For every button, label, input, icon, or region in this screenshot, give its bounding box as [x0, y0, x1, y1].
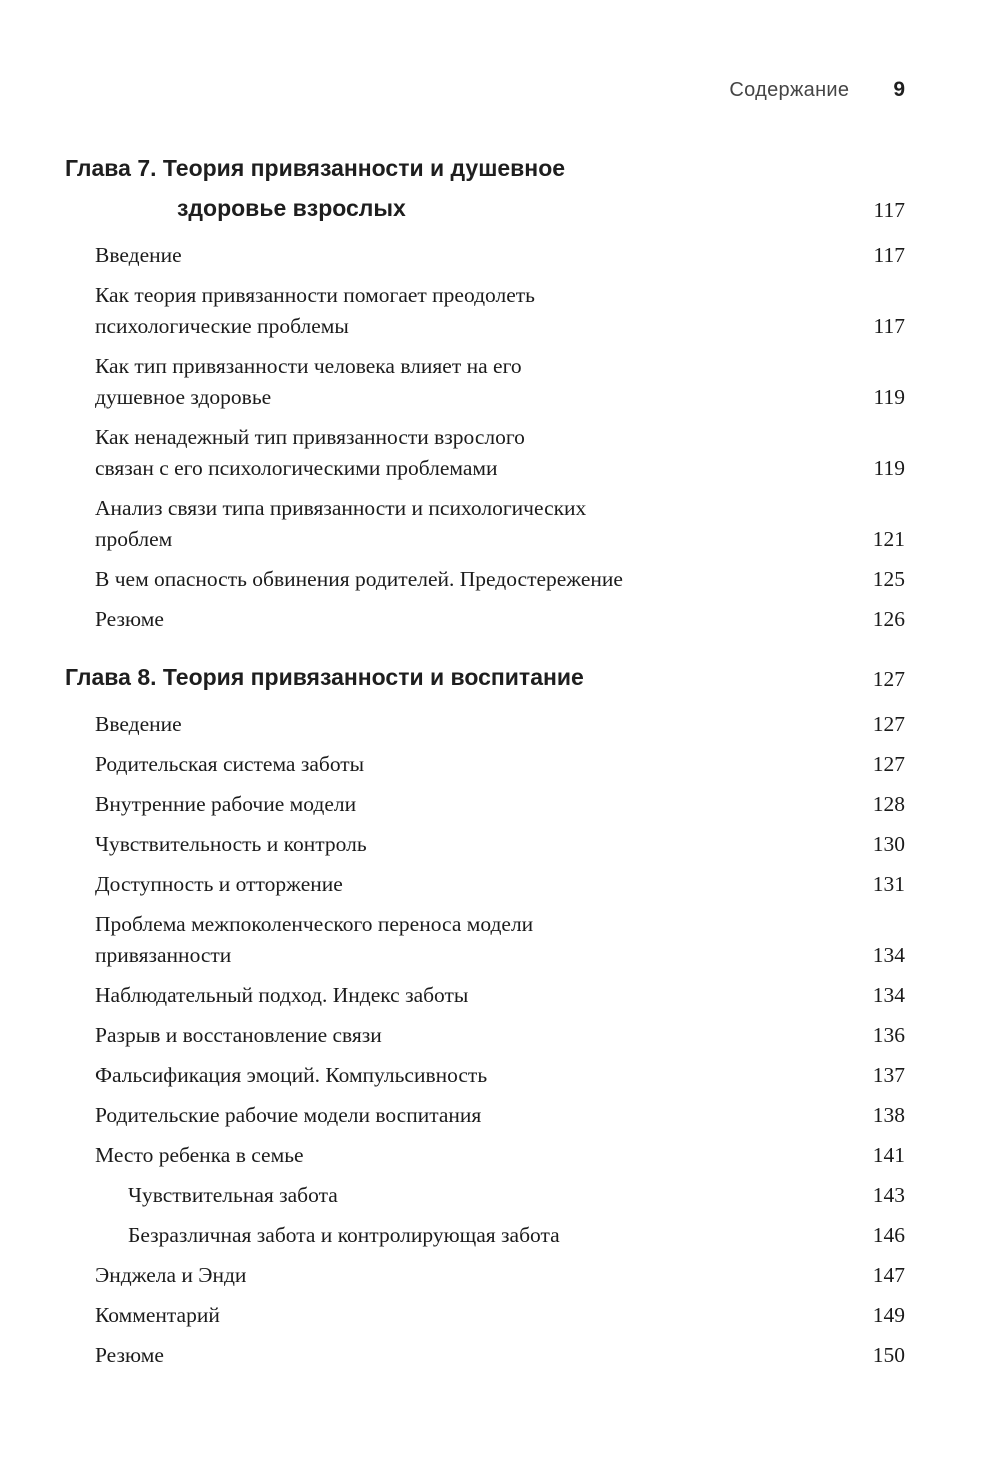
toc-entry-title	[95, 422, 525, 484]
chapter-page-number: 117	[873, 198, 905, 222]
toc-entry-title	[95, 604, 164, 635]
toc-entry	[95, 493, 905, 555]
toc-entry-page-number: 117	[873, 243, 905, 267]
toc-entry-title	[95, 280, 535, 342]
toc-entry-title	[95, 1300, 220, 1331]
toc-entry-line: Чувствительность и контроль	[95, 832, 367, 856]
toc-entry-page-number: 127	[872, 752, 905, 776]
toc-entry-page-number: 125	[872, 567, 905, 591]
toc-entry-page-number: 143	[872, 1183, 905, 1207]
toc-entry-line: Наблюдательный подход. Индекс заботы	[95, 983, 469, 1007]
toc-entry-page-number: 149	[872, 1303, 905, 1327]
toc-entry	[95, 1260, 905, 1291]
toc-entry-title	[95, 240, 182, 271]
toc-entry-title	[95, 909, 533, 971]
toc-entry	[95, 351, 905, 413]
toc-entry-title	[95, 1060, 487, 1091]
toc-entry-page-number: 130	[872, 832, 905, 856]
toc-entry-page-number: 146	[872, 1223, 905, 1247]
toc-entry-line: Резюме	[95, 607, 164, 631]
toc-entry-line: проблем	[95, 527, 173, 551]
chapter-section	[65, 148, 905, 635]
toc-entry-line: Резюме	[95, 1343, 164, 1367]
toc-entry-page-number: 141	[872, 1143, 905, 1167]
toc-entry-title	[95, 980, 468, 1011]
toc-entry-line: Родительские рабочие модели воспитания	[95, 1103, 482, 1127]
chapter-title-line: Глава 8. Теория привязанности и воспитание	[65, 664, 584, 690]
chapter-title-line: здоровье взрослых	[177, 195, 406, 221]
toc-entry	[95, 789, 905, 820]
toc-entry	[95, 980, 905, 1011]
toc-entry-title	[95, 1180, 338, 1211]
chapter-heading-row	[65, 657, 905, 697]
toc-entry	[95, 869, 905, 900]
chapter-heading-row	[65, 148, 905, 228]
toc-entry	[95, 280, 905, 342]
toc-entry-line: Введение	[95, 243, 182, 267]
toc-entry-page-number: 138	[872, 1103, 905, 1127]
toc-entry-line: привязанности	[95, 943, 232, 967]
toc-entry-page-number: 126	[872, 607, 905, 631]
toc-entry-page-number: 121	[872, 527, 905, 551]
toc-entry	[95, 909, 905, 971]
toc-entry-line: Разрыв и восстановление связи	[95, 1023, 382, 1047]
toc-entry-title	[95, 1020, 382, 1051]
toc-entry-page-number: 147	[872, 1263, 905, 1287]
toc-entry-page-number: 136	[872, 1023, 905, 1047]
chapter-page-number: 127	[872, 667, 905, 691]
toc-entry	[95, 422, 905, 484]
toc-entry-title	[95, 1340, 164, 1371]
header-page-number: 9	[893, 78, 905, 101]
toc-entry-title	[95, 564, 623, 595]
toc-entry-page-number: 131	[872, 872, 905, 896]
toc-entry	[95, 1300, 905, 1331]
toc-entry-line: связан с его психологическими проблемами	[95, 456, 498, 480]
toc-entry-title	[95, 1260, 246, 1291]
toc-entry-line: Анализ связи типа привязанности и психологических	[95, 496, 587, 520]
chapter-title	[65, 148, 565, 228]
toc-entry-title	[95, 749, 364, 780]
toc-entry-line: Фальсификация эмоций. Компульсивность	[95, 1063, 488, 1087]
toc-entry-line: Родительская система заботы	[95, 752, 365, 776]
toc-entry-title	[95, 351, 522, 413]
toc-entry-title	[95, 789, 356, 820]
toc-entry	[95, 749, 905, 780]
toc-entry-title	[95, 1140, 304, 1171]
toc-entry-title	[95, 493, 586, 555]
toc-entry-page-number: 119	[873, 385, 905, 409]
toc-entry	[95, 1020, 905, 1051]
toc-entry-line: Место ребенка в семье	[95, 1143, 304, 1167]
toc-entry-line: Чувствительная забота	[128, 1183, 338, 1207]
toc-entry-line: Внутренние рабочие модели	[95, 792, 357, 816]
toc-entry-title	[95, 709, 182, 740]
header-title: Содержание	[729, 79, 850, 101]
toc-entry-title	[95, 1220, 560, 1251]
toc-entry-line: В чем опасность обвинения родителей. Предостережение	[95, 567, 623, 591]
toc-entry-line: Комментарий	[95, 1303, 220, 1327]
toc-entry	[95, 564, 905, 595]
toc-entry-page-number: 119	[873, 456, 905, 480]
chapter-title	[65, 657, 584, 697]
toc-entry	[95, 1060, 905, 1091]
chapter-section	[65, 657, 905, 1371]
toc-entry-page-number: 128	[872, 792, 905, 816]
toc-entry-line: Проблема межпоколенческого переноса модели	[95, 912, 534, 936]
toc-entry-line: Введение	[95, 712, 182, 736]
toc-entry	[95, 1340, 905, 1371]
toc-entry	[95, 709, 905, 740]
chapter-title-line: Глава 7. Теория привязанности и душевное	[65, 155, 566, 181]
toc-entry-page-number: 137	[872, 1063, 905, 1087]
toc-entry-line: душевное здоровье	[95, 385, 272, 409]
toc-entry	[95, 240, 905, 271]
toc-entry-line: Доступность и отторжение	[95, 872, 343, 896]
toc-entry-page-number: 134	[872, 983, 905, 1007]
toc-entry	[95, 1100, 905, 1131]
toc-entry	[95, 604, 905, 635]
toc-entry-title	[95, 1100, 481, 1131]
page-header	[65, 78, 905, 102]
toc-entry-page-number: 134	[872, 943, 905, 967]
toc-entry-line: Как ненадежный тип привязанности взрослого	[95, 425, 525, 449]
chapters-list	[65, 148, 905, 1371]
toc-entry	[95, 1140, 905, 1171]
toc-entry	[95, 1180, 905, 1211]
toc-entry-title	[95, 829, 367, 860]
toc-entry-line: психологические проблемы	[95, 314, 349, 338]
toc-entry	[95, 1220, 905, 1251]
toc-entry-page-number: 117	[873, 314, 905, 338]
toc-entry-line: Как теория привязанности помогает преодолеть	[95, 283, 535, 307]
toc-entry-line: Энджела и Энди	[95, 1263, 247, 1287]
toc-entry-page-number: 150	[872, 1343, 905, 1367]
toc-entry-page-number: 127	[872, 712, 905, 736]
toc-entry	[95, 829, 905, 860]
toc-entry-title	[95, 869, 343, 900]
toc-entry-line: Безразличная забота и контролирующая забота	[128, 1223, 560, 1247]
toc-entry-line: Как тип привязанности человека влияет на его	[95, 354, 522, 378]
